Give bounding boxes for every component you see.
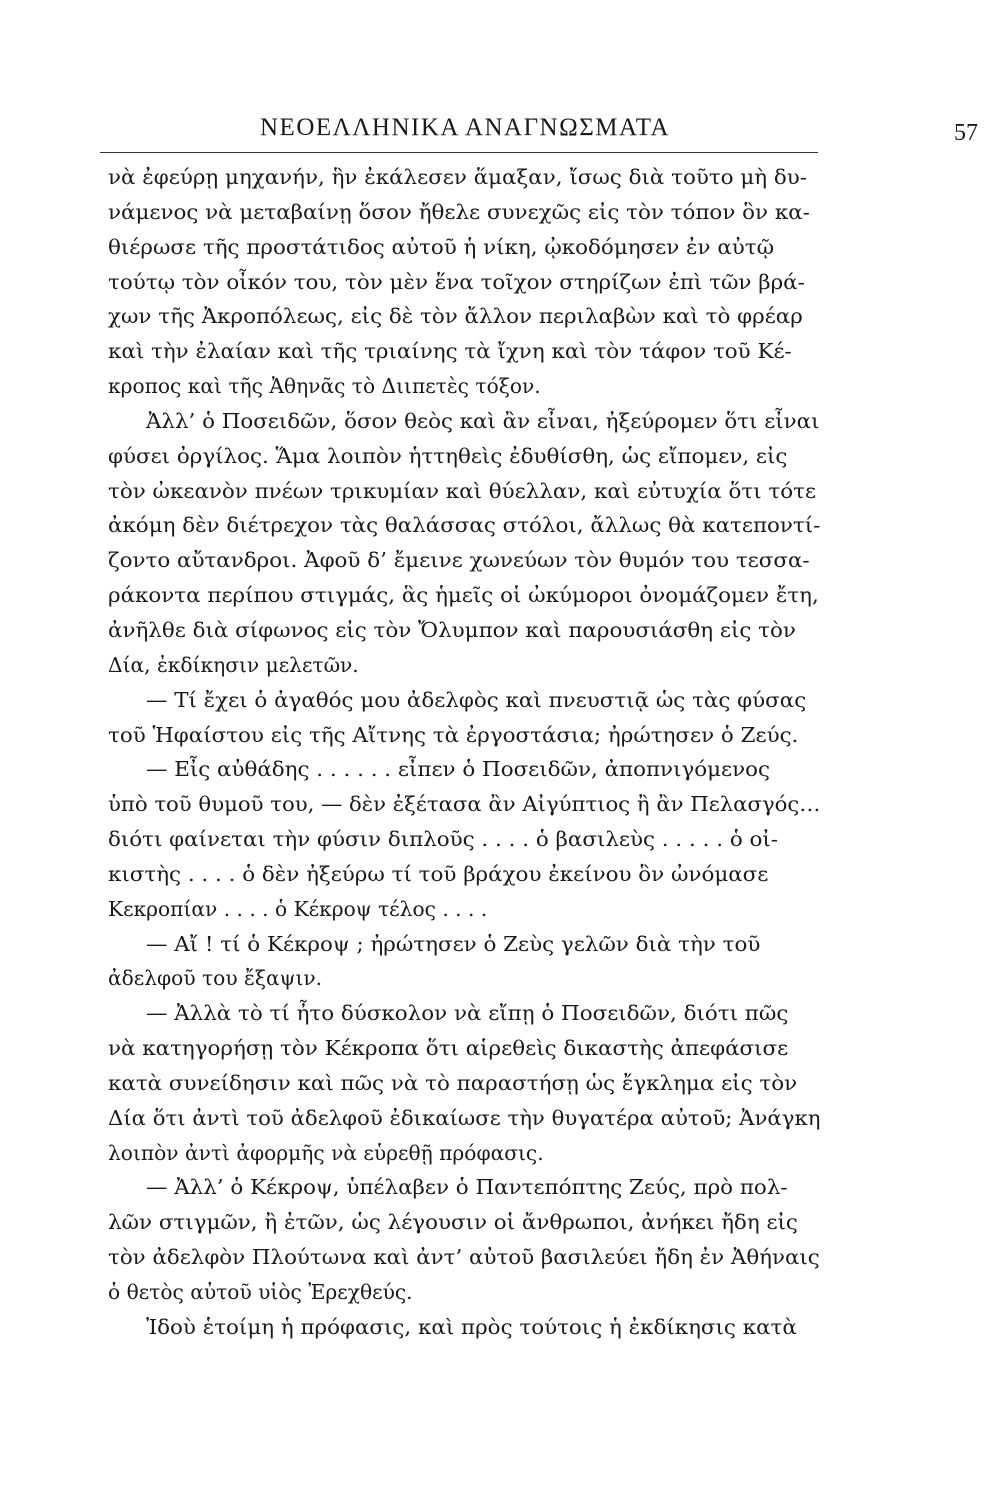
text-line: ὁ θετὸς αὐτοῦ υἱὸς Ἐρεχθεύς. [108, 1280, 413, 1304]
text-line: Ἀλλ’ ὁ Ποσειδῶν, ὅσον θεὸς καὶ ἂν εἶναι, ἠξεύρομεν ὅτι εἶναι [146, 408, 820, 433]
text-line: τὸν ἀδελφὸν Πλούτωνα καὶ ἀντ’ αὐτοῦ βασιλεύει ἤδη ἐν Ἀθήναις [108, 1245, 820, 1270]
text-line: Δία, ἐκδίκησιν μελετῶν. [108, 652, 359, 677]
text-line: λῶν στιγμῶν, ἢ ἐτῶν, ὡς λέγουσιν οἱ ἄνθρωποι, ἀνήκει ἤδη εἰς [108, 1210, 798, 1235]
text-line: ζοντο αὔτανδροι. Ἀφοῦ δ’ ἔμεινε χωνεύων τὸν θυμόν του τεσσα- [108, 548, 810, 573]
text-line: — Εἶς αὐθάδης . . . . . . εἶπεν ὁ Ποσειδῶν, ἀποπνιγόμενος [146, 757, 771, 782]
text-line: τοῦ Ἡφαίστου εἰς τῆς Αἴτνης τὰ ἐργοστάσια; ἠρώτησεν ὁ Ζεύς. [108, 722, 799, 747]
text-line: νάμενος νὰ μεταβαίνῃ ὅσον ἤθελε συνεχῶς εἰς τὸν τόπον ὃν κα- [108, 199, 810, 224]
text-line: κατὰ συνείδησιν καὶ πῶς νὰ τὸ παραστήσῃ ὡς ἔγκλημα εἰς τὸν [108, 1070, 798, 1095]
text-line: Δία ὅτι ἀντὶ τοῦ ἀδελφοῦ ἐδικαίωσε τὴν θυγατέρα αὐτοῦ; Ἀνάγκη [108, 1105, 821, 1130]
text-line: φύσει ὀργίλος. Ἅμα λοιπὸν ἡττηθεὶς ἐδυθίσθη, ὡς εἴπομεν, εἰς [108, 443, 788, 468]
body-text [108, 160, 820, 1345]
text-line: Ἰδοὺ ἑτοίμη ἡ πρόφασις, καὶ πρὸς τούτοις ἡ ἐκδίκησις κατὰ [146, 1314, 797, 1339]
text-line: τὸν ὠκεανὸν πνέων τρικυμίαν καὶ θύελλαν, καὶ εὐτυχία ὅτι τότε [108, 478, 817, 503]
text-line: — Αἴ ! τί ὁ Κέκροψ ; ἠρώτησεν ὁ Ζεὺς γελῶν διὰ τὴν τοῦ [146, 931, 761, 956]
text-line: Κεκροπίαν . . . . ὁ Κέκροψ τέλος . . . . [108, 896, 488, 921]
text-line: ὑπὸ τοῦ θυμοῦ του, — δὲν ἐξέτασα ἂν Αἰγύπτιος ἢ ἂν Πελασγός… [108, 792, 821, 817]
text-line: ἀδελφοῦ του ἔξαψιν. [108, 966, 323, 991]
page-number: 57 [954, 120, 978, 146]
text-line: — Ἀλλ’ ὁ Κέκροψ, ὑπέλαβεν ὁ Παντεπόπτης Ζεύς, πρὸ πολ- [146, 1175, 788, 1200]
text-line: θιέρωσε τῆς προστάτιδος αὐτοῦ ἡ νίκη, ᾠκοδόμησεν ἐν αὐτῷ [108, 234, 775, 259]
text-line: λοιπὸν ἀντὶ ἀφορμῆς νὰ εὑρεθῇ πρόφασις. [108, 1140, 544, 1165]
text-line: κροπος καὶ τῆς Ἀθηνᾶς τὸ Διιπετὲς τόξον. [108, 374, 541, 399]
text-line: ἀνῆλθε διὰ σίφωνος εἰς τὸν Ὄλυμπον καὶ παρουσιάσθη εἰς τὸν [108, 617, 796, 642]
text-line: ράκοντα περίπου στιγμάς, ἃς ἡμεῖς οἱ ὠκύμοροι ὀνομάζομεν ἔτη, [108, 583, 819, 608]
text-line: — Τί ἔχει ὁ ἀγαθός μου ἀδελφὸς καὶ πνευστιᾷ ὡς τὰς φύσας [146, 687, 807, 712]
text-line: διότι φαίνεται τὴν φύσιν διπλοῦς . . . . ὁ βασιλεὺς . . . . . ὁ οἰ- [108, 827, 779, 852]
text-line: νὰ κατηγορήσῃ τὸν Κέκροπα ὅτι αἱρεθεὶς δικαστὴς ἀπεφάσισε [108, 1036, 789, 1061]
text-line: ἀκόμη δὲν διέτρεχον τὰς θαλάσσας στόλοι, ἄλλως θὰ κατεποντί- [108, 513, 821, 538]
text-line: — Ἀλλὰ τὸ τί ἦτο δύσκολον νὰ εἴπῃ ὁ Ποσειδῶν, διότι πῶς [146, 1001, 789, 1026]
text-line: τούτῳ τὸν οἶκόν του, τὸν μὲν ἕνα τοῖχον στηρίζων ἐπὶ τῶν βρά- [108, 269, 805, 294]
text-line: νὰ ἐφεύρῃ μηχανήν, ἣν ἐκάλεσεν ἅμαξαν, ἴσως διὰ τοῦτο μὴ δυ- [108, 165, 808, 189]
header-rule [100, 152, 818, 153]
running-title: ΝΕΟΕΛΛΗΝΙΚΑ ΑΝΑΓΝΩΣΜΑΤΑ [260, 114, 671, 141]
text-line: καὶ τὴν ἐλαίαν καὶ τῆς τριαίνης τὰ ἴχνη καὶ τὸν τάφον τοῦ Κέ- [108, 339, 792, 364]
page-header [100, 108, 978, 152]
text-line: χων τῆς Ἀκροπόλεως, εἰς δὲ τὸν ἄλλον περιλαβὼν καὶ τὸ φρέαρ [108, 304, 803, 329]
text-line: κιστὴς . . . . ὁ δὲν ἠξεύρω τί τοῦ βράχου ἐκείνου ὃν ὠνόμασε [108, 861, 769, 886]
